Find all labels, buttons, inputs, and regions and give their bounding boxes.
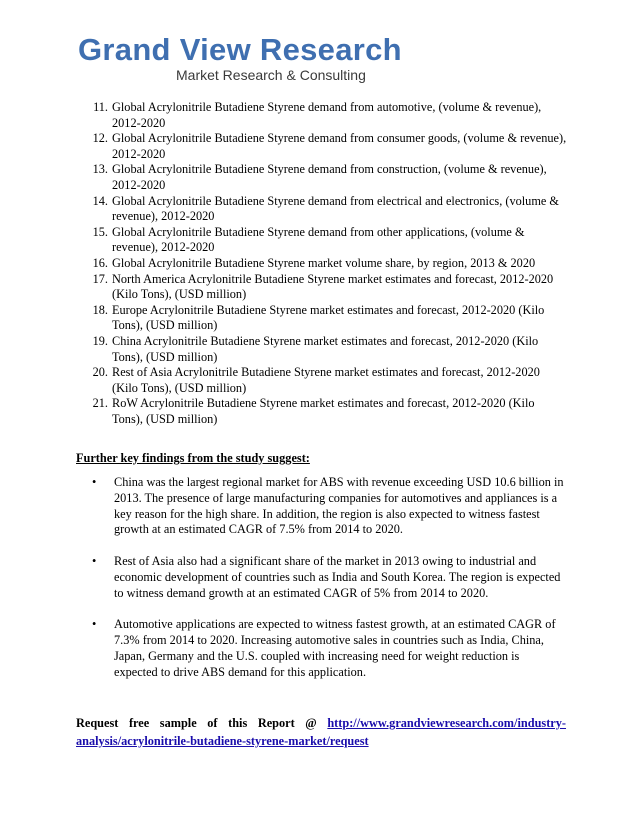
- brand-tagline: Market Research & Consulting: [176, 67, 366, 83]
- toc-item-text: China Acrylonitrile Butadiene Styrene market estimates and forecast, 2012-2020 (Kilo Tons), (USD million): [112, 333, 539, 364]
- toc-item: [86, 162, 568, 193]
- toc-item: [86, 365, 568, 396]
- toc-item: [86, 272, 568, 303]
- table-of-figures-list: [86, 100, 568, 427]
- toc-item: [86, 131, 568, 162]
- toc-item-number: 21.: [92, 396, 108, 411]
- toc-item-number: 16.: [92, 255, 108, 270]
- toc-item-number: 11.: [93, 100, 108, 114]
- toc-item-text: Global Acrylonitrile Butadiene Styrene market volume share, by region, 2013 & 2020: [112, 255, 536, 270]
- brand-logo: [78, 34, 402, 83]
- toc-item-number: 15.: [92, 224, 108, 239]
- finding-text: China was the largest regional market for ABS with revenue exceeding USD 10.6 billion in 2013. The presence of large manufacturing companies for automotives and appliances is a key reason for the high share. In addition, the region is also expected to witness fastest growth at an estimated CAGR of 7.5% from 2014 to 2020.: [114, 475, 564, 537]
- toc-item: [86, 303, 568, 334]
- toc-item-text: Global Acrylonitrile Butadiene Styrene demand from automotive, (volume & revenue), 2012-2020: [112, 100, 542, 130]
- toc-item: [86, 396, 568, 427]
- toc-item-number: 13.: [92, 162, 108, 177]
- brand-name: Grand View Research: [78, 32, 402, 67]
- toc-item-text: Global Acrylonitrile Butadiene Styrene demand from construction, (volume & revenue), 2012-2020: [112, 162, 547, 192]
- toc-item: [86, 225, 568, 256]
- request-sample-paragraph: [76, 714, 566, 750]
- toc-item-number: 18.: [92, 302, 108, 317]
- bullet-icon: •: [92, 617, 97, 632]
- toc-item-text: Global Acrylonitrile Butadiene Styrene demand from electrical and electronics, (volume & revenue), 2012-2020: [112, 193, 559, 224]
- finding-text: Automotive applications are expected to witness fastest growth, at an estimated CAGR of 7.3% from 2014 to 2020. Increasing automotive sales in countries such as India, China, Japan, Germany and the U.S. coupled with increasing need for weight reduction is expected to drive ABS demand for this application.: [114, 617, 556, 679]
- key-findings-list: [76, 475, 566, 696]
- toc-item: [86, 194, 568, 225]
- toc-item-text: Europe Acrylonitrile Butadiene Styrene market estimates and forecast, 2012-2020 (Kilo Tons), (USD million): [112, 302, 545, 333]
- toc-item: [86, 100, 568, 131]
- toc-item-number: 17.: [92, 271, 108, 286]
- toc-item-number: 14.: [92, 193, 108, 208]
- toc-item-number: 12.: [92, 131, 108, 146]
- toc-item-text: Rest of Asia Acrylonitrile Butadiene Styrene market estimates and forecast, 2012-2020 (Kilo Tons), (USD million): [112, 365, 540, 395]
- findings-heading: Further key findings from the study suggest:: [76, 451, 310, 465]
- finding-text: Rest of Asia also had a significant share of the market in 2013 owing to industrial and economic development of countries such as India and South Korea. The region is expected to witness demand growth at an estimated CAGR of 5% from 2014 to 2020.: [114, 553, 561, 600]
- finding-item: [76, 475, 566, 538]
- finding-item: [76, 617, 566, 680]
- toc-item-text: Global Acrylonitrile Butadiene Styrene demand from consumer goods, (volume & revenue), 2012-2020: [112, 131, 567, 161]
- toc-item-number: 20.: [92, 365, 108, 380]
- bullet-icon: •: [92, 553, 97, 568]
- toc-item-text: RoW Acrylonitrile Butadiene Styrene market estimates and forecast, 2012-2020 (Kilo Tons), (USD million): [112, 396, 535, 426]
- toc-item: [86, 256, 568, 272]
- finding-item: [76, 554, 566, 601]
- request-label: Request free sample of this Report @: [76, 716, 317, 730]
- bullet-icon: •: [92, 475, 97, 489]
- toc-item-text: North America Acrylonitrile Butadiene Styrene market estimates and forecast, 2012-2020 (Kilo Tons), (USD million): [112, 271, 554, 302]
- request-sample-link[interactable]: http://www.grandviewresearch.com/industry-analysis/acrylonitrile-butadiene-styrene-market/request: [76, 716, 566, 748]
- toc-item-text: Global Acrylonitrile Butadiene Styrene demand from other applications, (volume & revenue), 2012-2020: [112, 224, 525, 255]
- toc-item-number: 19.: [92, 333, 108, 348]
- toc-item: [86, 334, 568, 365]
